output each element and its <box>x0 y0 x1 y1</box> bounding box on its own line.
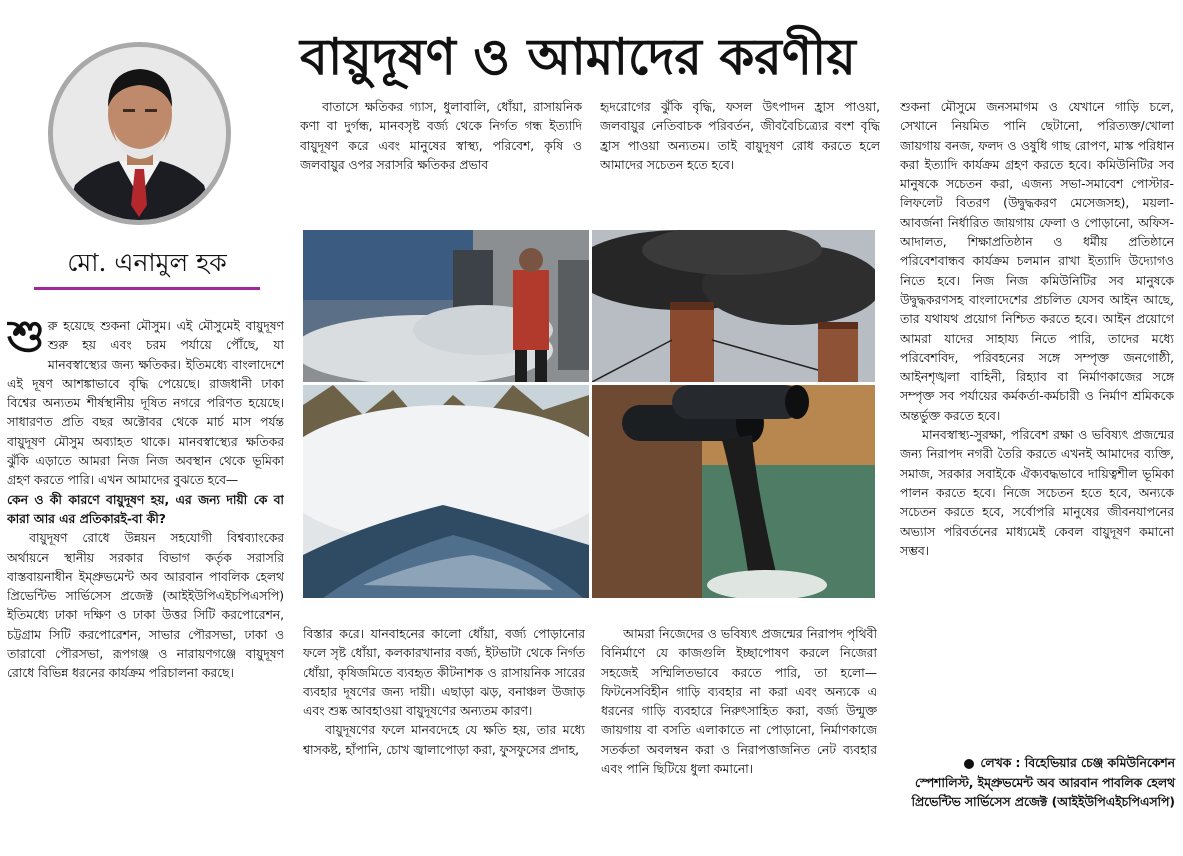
photo-waste-burning <box>303 385 589 598</box>
photo-chimney-smoke <box>592 230 875 382</box>
drop-cap: শু <box>7 317 45 362</box>
lead-paragraph: শুরু হয়েছে শুকনা মৌসুম। এই মৌসুমেই বায়ুদূষণ শুরু হয় এবং চরম পর্যায়ে পৌঁছে, যা মানবস্বাস্থ্যের জন্য ক্ষতিকর। ইতিমধ্যে বাংলাদেশে এই দূষণ আশঙ্কাভাবে বৃদ্ধি পেয়েছে। রাজধানী ঢাকা বিশ্বের অন্যতম শীর্ষস্থানীয় দূষিত নগরে পরিণত হয়েছে। সাধারণত প্রতি বছর অক্টোবর থেকে মার্চ মাস পর্যন্ত বায়ুদূষণ মৌসুম অব্যাহত থাকে। মানবস্বাস্থ্যের ক্ষতিকর ঝুঁকি এড়াতে আমরা নিজ নিজ অবস্থান থেকে ভূমিকা গ্রহণ করতে পারি। এখন আমাদের বুঝতে হবে— <box>7 317 284 488</box>
column-2-bottom-paragraph-1: বিস্তার করে। যানবাহনের কালো ধোঁয়া, বর্জ্য পোড়ানোর ফলে সৃষ্ট ধোঁয়া, কলকারখানার বর্জ্য, ইটভাটা থেকে নির্গত ধোঁয়া, কৃষিজমিতে ব্যবহৃত কীটনাশক ও রাসায়নিক সারের ব্যবহার দূষণের জন্য দায়ী। এছাড়া ঝড়, বনাঞ্চল উজাড় এবং শুষ্ক আবহাওয়া বায়ুদূষণের অন্যতম কারণ। <box>303 627 585 719</box>
photo-vehicle-smoke <box>303 230 589 382</box>
article-column-2-top <box>300 98 582 218</box>
column-3-bottom-paragraph: আমরা নিজেদের ও ভবিষ্যৎ প্রজন্মের নিরাপদ পৃথিবী বিনির্মাণে যে কাজগুলি ইচ্ছাপোষণ করলে নিজেরা সহজেই সম্মিলিতভাবে করতে পারি, তা হলো— ফিটনেসবিহীন গাড়ি ব্যবহার না করা এবং অন্যকে এ ধরনের গাড়ি ব্যবহারে নিরুৎসাহিত করা, বর্জ্য উন্মুক্ত জায়গায় বা বসতি এলাকাতে না পোড়ানো, নির্মাণকাজে সতর্কতা অবলম্বন করা ও নিরাপত্তাজনিত নেট ব্যবহার এবং পানি ছিটিয়ে ধুলা কমানো। <box>601 627 877 777</box>
bullet-dot-icon <box>964 759 974 769</box>
author-byline: মো. এনামুল হক <box>34 236 260 290</box>
article-column-3-top <box>600 98 880 218</box>
author-portrait <box>48 42 231 225</box>
column-4-paragraph-2: মানবস্বাস্থ্য-সুরক্ষা, পরিবেশ রক্ষা ও ভবিষ্যৎ প্রজন্মের জন্য নিরাপদ নগরী তৈরি করতে এখনই আমাদের ব্যক্তি, সমাজ, সরকার সবাইকে ঐক্যবদ্ধভাবে দায়িত্বশীল ভূমিকা পালন করতে হবে। নিজে সচেতন হতে হবে, অন্যকে সচেতন করতে হবে, সর্বোপরি মানুষের জীবনযাপনের অভ্যাস পরিবর্তনের মাধ্যমেই কেবল বায়ুদূষণ কমানো সম্ভব। <box>900 428 1174 558</box>
lead-question: কেন ও কী কারণে বায়ুদূষণ হয়, এর জন্য দায়ী কে বা কারা আর এর প্রতিকারই-বা কী? <box>7 492 284 526</box>
author-credit <box>903 754 1175 834</box>
project-paragraph: বায়ুদূষণ রোধে উন্নয়ন সহযোগী বিশ্বব্যাংকের অর্থায়নে স্থানীয় সরকার বিভাগ কর্তৃক সরাসরি বাস্তবায়নাধীন ইম্প্রুভমেন্ট অব আরবান পাবলিক হেলথ প্রিভেন্টিভ সার্ভিসেস প্রজেক্ট (আইইউপিএইচপিএসপি) ইতিমধ্যে ঢাকা দক্ষিণ ও ঢাকা উত্তর সিটি করপোরেশন, চট্টগ্রাম সিটি করপোরেশন, সাভার পৌরসভা, ঢাকা ও তারাবো পৌরসভা, রূপগঞ্জ ও নারায়ণগঞ্জে বায়ুদূষণ রোধে বিভিন্ন ধরনের কার্যক্রম পরিচালনা করছে। <box>7 531 284 681</box>
headline: বায়ুদূষণ ও আমাদের করণীয় <box>300 27 856 86</box>
article-column-2-bottom <box>303 625 585 841</box>
column-2-top-paragraph: বাতাসে ক্ষতিকর গ্যাস, ধুলাবালি, ধোঁয়া, রাসায়নিক কণা বা দুর্গন্ধ, মানবসৃষ্ট বর্জ্য থেকে নির্গত গন্ধ ইত্যাদি বায়ুদূষণ করে এবং মানুষের স্বাস্থ্য, পরিবেশ, কৃষি ও জলবায়ুর ওপর সরাসরি ক্ষতিকর প্রভাব <box>300 100 582 172</box>
article-column-1 <box>7 317 284 841</box>
article-column-3-bottom <box>601 625 877 841</box>
column-2-bottom-paragraph-2: বায়ুদূষণের ফলে মানবদেহে যে ক্ষতি হয়, তার মধ্যে শ্বাসকষ্ট, হাঁপানি, চোখ জ্বালাপোড়া করা, ফুসফুসের প্রদাহ, <box>303 723 585 757</box>
article-column-4 <box>900 98 1174 750</box>
author-credit-text: লেখক : বিহেভিয়ার চেঞ্জ কমিউনিকেশন স্পেশালিস্ট, ইম্প্রুভমেন্ট অব আরবান পাবলিক হেলথ প্রিভেন্টিভ সার্ভিসেস প্রজেক্ট (আইইউপিএইচপিএসপি) <box>911 756 1175 809</box>
photo-drain-pipes <box>592 385 875 598</box>
column-3-top-paragraph: হৃদরোগের ঝুঁকি বৃদ্ধি, ফসল উৎপাদন হ্রাস পাওয়া, জলবায়ুর নেতিবাচক পরিবর্তন, জীববৈচিত্র্যের বংশ বৃদ্ধি হ্রাস পাওয়া অন্যতম। তাই বায়ুদূষণ রোধ করতে হলে আমাদের সচেতন হতে হবে। <box>600 100 880 172</box>
column-4-paragraph-1: শুকনা মৌসুমে জনসমাগম ও যেখানে গাড়ি চলে, সেখানে নিয়মিত পানি ছেটানো, পরিত্যক্ত/খোলা জায়গায় বনজ, ফলদ ও ওষুধি গাছ রোপণ, মাস্ক পরিধান করা ইত্যাদি কার্যক্রম গ্রহণ করতে হবে। কমিউনিটির সব মানুষকে সচেতন করা, এজন্য সভা-সমাবেশ পোস্টার-লিফলেট বিতরণ (উদ্বুদ্ধকরণ মেসেজসহ), ময়লা-আবর্জনা নির্ধারিত জায়গায় ফেলা ও পোড়ানো, অফিস-আদালত, শিক্ষাপ্রতিষ্ঠান ও ধর্মীয় প্রতিষ্ঠানে পরিবেশবান্ধব কার্যক্রম চলমান রাখা ইত্যাদি উদ্যোগও নিতে হবে। নিজ নিজ কমিউনিটির সব মানুষকে উদ্বুদ্ধকরণসহ বাংলাদেশের প্রচলিত যেসব আইন আছে, তার যথাযথ প্রয়োগ নিশ্চিত করতে হবে। আইন প্রয়োগে আমরা যাদের সাহায্য নিতে পারি, তাদের মধ্যে পরিবেশবিদ, পরিবহনের সঙ্গে সম্পৃক্ত জনগোষ্ঠী, আইনশৃঙ্খলা বাহিনী, রিহ্যাব বা নির্মাণকাজের সঙ্গে সম্পৃক্ত সব পর্যায়ের কর্মকর্তা-কর্মচারী ও নির্মাণ শ্রমিককে অন্তর্ভুক্ত করতে হবে। <box>900 100 1174 423</box>
